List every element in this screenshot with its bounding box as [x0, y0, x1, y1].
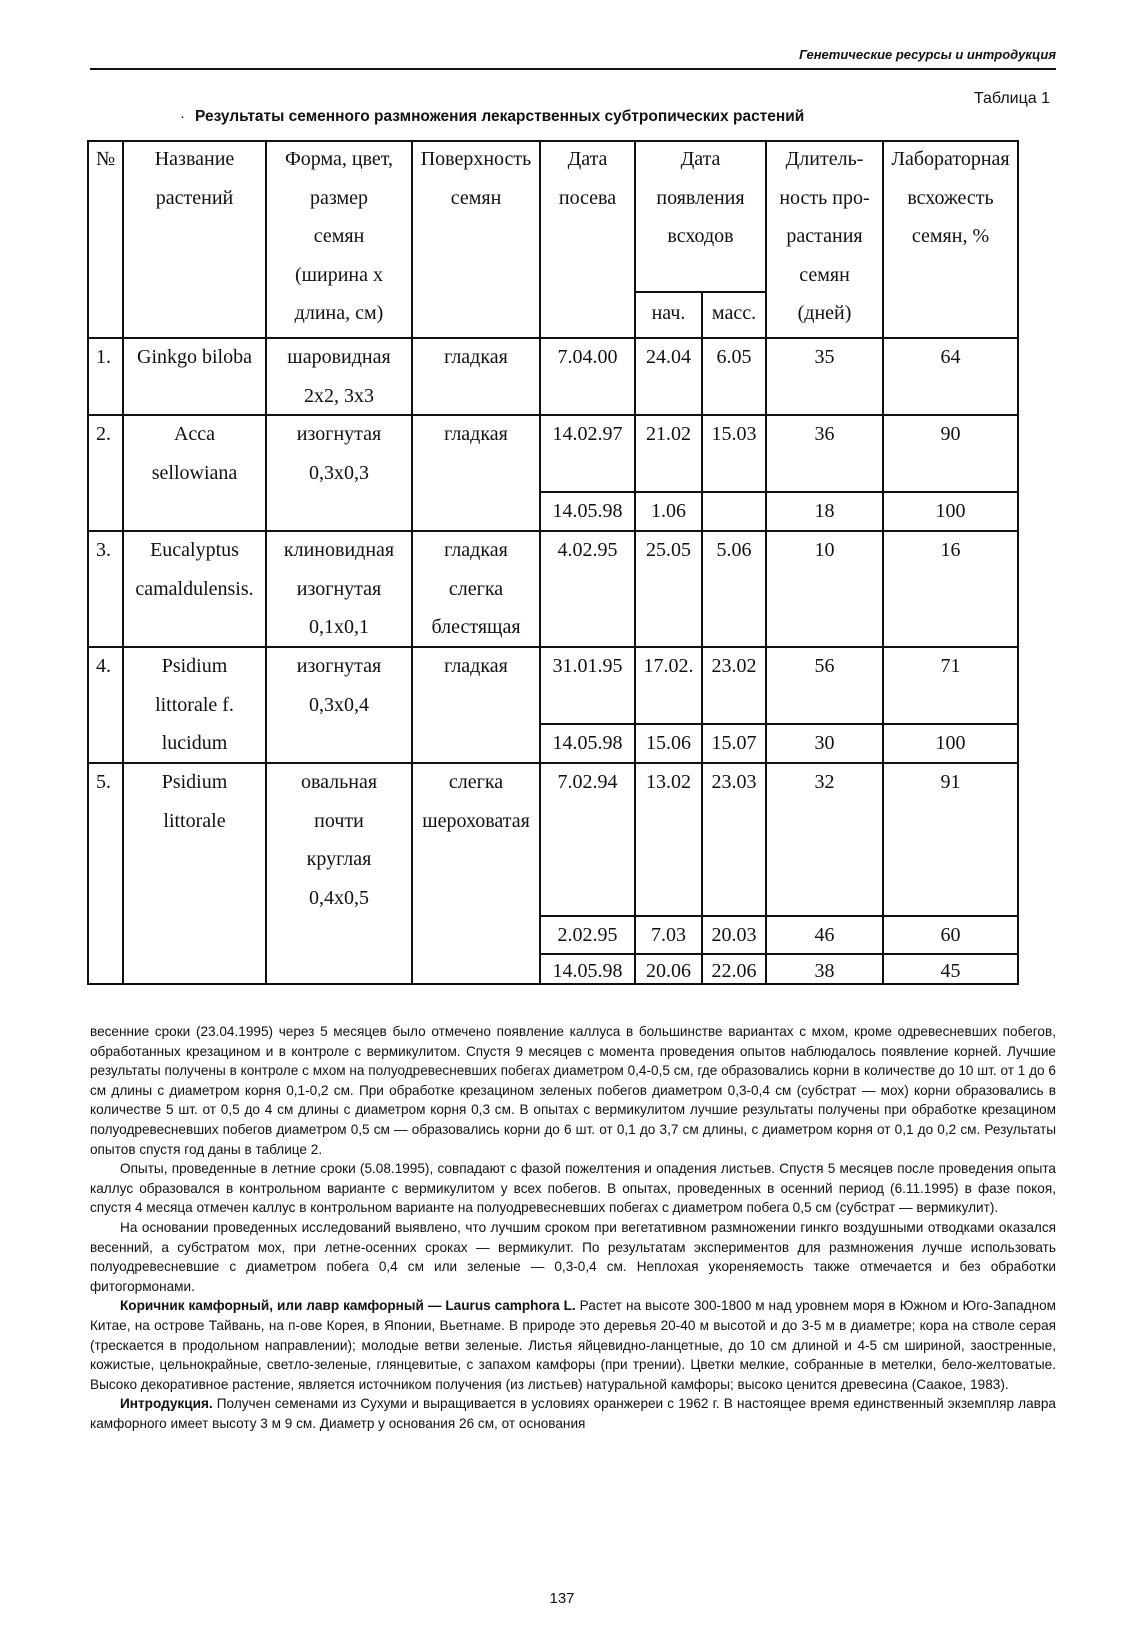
emergence-start: 13.02: [646, 771, 691, 793]
duration-days: 18: [814, 500, 835, 522]
header-text: появления: [656, 186, 745, 209]
emergence-start: 1.06: [651, 500, 686, 522]
header-emergence: [635, 140, 766, 256]
emergence-mass: 22.06: [711, 960, 757, 982]
row-num: 2.: [96, 423, 111, 445]
seed-shape: [266, 531, 412, 647]
paragraph: Опыты, проведенные в летние сроки (5.08.1995), совпадают с фазой пожелтения и опадения листьев. Спустя 5 месяцев после проведения опыта каллус образовался в контрольном варианте с вермикулитом у всех побегов. В опытах, проведенных в осенний период (6.11.1995) в фазе покоя, спустя 4 месяца отмечен каллус в контрольном варианте на полуодревесневших побегах с диаметром побега 0,5 см (субстрат — вермикулит).: [90, 1161, 1056, 1216]
seed-shape-line: 2х2, 3х3: [304, 384, 374, 407]
header-text: семян: [799, 263, 850, 286]
seed-surface: [412, 531, 540, 647]
title-bullet: ·: [180, 108, 185, 125]
emergence-mass: 20.03: [711, 924, 757, 946]
row-num: 5.: [96, 771, 111, 793]
plant-name-line: camaldulensis.: [135, 577, 254, 600]
table-label: Таблица 1: [973, 90, 1050, 107]
paragraph: весенние сроки (23.04.1995) через 5 месяцев было отмечено появление каллуса в большинстве вариантах с мхом, кроме одревесневших побегов, обработанных крезацином и в контроле с вермикулитом. Спустя 9 месяцев с момента проведения опытов наблюдалось появление корней. Лучшие результаты получены в контроле с мхом на полуодревесневших побегах диаметром 0,4-0,5 см, где образовались корни в количестве до 10 шт. от 1 до 6 см длины с диаметром корня 0,1-0,2 см. При обработке крезацином зеленых побегов диаметром 0,3-0,4 см (субстрат — мох) корни образовались в количестве 5 шт. от 0,5 до 4 см длины с диаметром корня 0,3 см. В опытах с вермикулитом лучшие результаты получены при обработке крезацином полуодревесневших побегов диаметром 0,5 см — образовались корни до 6 шт. от 0,1 до 3,7 см длины, с диаметром корня от 0,1 до 0,2 см. Результаты опытов спустя год даны в таблице 2.: [90, 1024, 1056, 1157]
seed-shape: [266, 647, 412, 724]
header-surface: [412, 140, 540, 217]
germination-percent: 64: [940, 346, 961, 368]
germination-percent: 100: [935, 732, 966, 754]
emergence-mass: 5.06: [716, 539, 752, 561]
germination-percent: 71: [940, 655, 961, 677]
seed-shape-line: шаровидная: [287, 346, 391, 368]
seed-shape: [266, 415, 412, 492]
seed-surface-line: слегка: [448, 577, 504, 600]
plant-name-line: Psidium: [161, 771, 228, 793]
paragraph-text: Получен семенами из Сухуми и выращивается в условиях оранжереи с 1962 г. В настоящее время единственный экземпляр лавра камфорного имеет высоту 3 м 9 см. Диаметр у основания 26 см, от основания: [90, 1396, 1056, 1431]
germination-percent: 90: [940, 423, 961, 445]
header-text: всходов: [667, 225, 734, 247]
emergence-mass: 23.02: [711, 655, 757, 677]
sowing-date: 14.02.97: [552, 423, 623, 445]
seed-shape-line: 0,3х0,3: [309, 461, 369, 484]
seed-shape-line: почти: [314, 809, 364, 832]
paragraph: [90, 1394, 1056, 1433]
sowing-date: 7.04.00: [557, 346, 618, 368]
plant-name-line: Ginkgo biloba: [137, 346, 252, 368]
seed-shape-line: овальная: [300, 771, 378, 793]
seed-shape-line: круглая: [306, 848, 372, 870]
header-duration: [766, 140, 883, 333]
header-sowing: [540, 140, 635, 217]
germination-percent: 60: [940, 924, 961, 946]
duration-days: 32: [814, 771, 835, 793]
emergence-start: 20.06: [646, 960, 691, 982]
emergence-start: 17.02.: [643, 655, 694, 677]
plant-name-line: littorale: [163, 809, 226, 832]
seed-surface-line: гладкая: [444, 539, 508, 561]
header-text: семян: [313, 225, 365, 247]
seed-shape-line: 0,3х0,4: [309, 693, 369, 716]
plant-name: [123, 415, 266, 492]
germination-percent: 100: [935, 500, 966, 522]
header-num: №: [95, 148, 116, 170]
running-header: Генетические ресурсы и интродукция: [90, 48, 1056, 70]
species-heading: Коричник камфорный, или лавр камфорный — Laurus camphora L.: [120, 1298, 576, 1314]
sowing-date: 14.05.98: [552, 732, 623, 754]
duration-days: 10: [814, 539, 835, 561]
header-text: (ширина х: [294, 263, 384, 286]
header-shape: [266, 140, 412, 333]
plant-name-line: Eucalyptus: [150, 539, 239, 561]
sowing-date: 31.01.95: [552, 655, 623, 677]
plant-name: [123, 647, 266, 763]
emergence-start: 24.04: [646, 346, 691, 368]
sowing-date: 14.05.98: [552, 960, 623, 982]
seed-surface: [412, 338, 540, 377]
seed-surface-line: гладкая: [444, 655, 508, 677]
duration-days: 46: [814, 924, 835, 946]
plant-name-line: sellowiana: [151, 461, 238, 484]
plant-name-line: Psidium: [161, 655, 228, 677]
header-text: Поверхность: [420, 148, 532, 170]
header-text: посева: [558, 186, 617, 209]
row-num: 4.: [96, 655, 111, 677]
seed-surface-line: шероховатая: [422, 809, 530, 832]
header-germination: [883, 140, 1018, 256]
emergence-mass: 23.03: [711, 771, 757, 793]
duration-days: 56: [814, 655, 835, 677]
germination-percent: 45: [940, 960, 961, 982]
plant-name-line: lucidum: [161, 732, 228, 754]
emergence-start: 15.06: [646, 732, 691, 754]
header-text: Длитель-: [785, 148, 864, 170]
header-text: Дата: [680, 148, 721, 170]
seed-surface-line: слегка: [448, 771, 504, 793]
duration-days: 30: [814, 732, 835, 754]
duration-days: 36: [814, 423, 835, 445]
plant-name: [123, 763, 266, 840]
header-text: растений: [155, 186, 234, 209]
emergence-mass: 6.05: [716, 346, 752, 368]
sowing-date: 7.02.94: [557, 771, 618, 793]
paragraph: На основании проведенных исследований выявлено, что лучшим сроком при вегетативном размножении гинкго воздушными отводками оказался весенний, а субстратом мох, при летне-осенних сроках — вермикулит. По результатам экспериментов для размножения лучше использовать полуодревесневшие с диаметром побега 0,4 см или зеленые — 0,3-0,4 см. Неплохая укореняемость также отмечается и без обработки фитогормонами.: [90, 1219, 1056, 1294]
emergence-mass: 15.03: [711, 423, 757, 445]
header-text: Форма, цвет,: [284, 148, 394, 170]
header-text: Название: [154, 148, 235, 170]
header-text: Лабораторная: [891, 148, 1010, 170]
header-emergence-mass: масс.: [711, 302, 757, 324]
plant-name-line: Acca: [173, 423, 216, 445]
germination-percent: 16: [940, 539, 961, 561]
row-num: 1.: [96, 346, 111, 368]
emergence-mass: 15.07: [711, 732, 757, 754]
sowing-date: 14.05.98: [552, 500, 623, 522]
table-title: Результаты семенного размножения лекарственных субтропических растений: [195, 108, 805, 125]
row-num: 3.: [96, 539, 111, 561]
plant-name-line: littorale f.: [155, 693, 234, 716]
seed-shape: [266, 338, 412, 415]
section-heading: Интродукция.: [120, 1396, 213, 1412]
seed-surface-line: гладкая: [444, 346, 508, 368]
paragraph-text: Растет на высоте 300-1800 м над уровнем моря в Южном и Юго-Западном Китае, на острове Тайвань, на п-ове Корея, в Японии, Вьетнаме. В природе это деревья 20-40 м высотой и до 3-5 м в диаметре; кора на стволе серая (трескается в продольном направлении); молодые ветви зеленые. Листья яйцевидно-ланцетные, до 10 см длиной и 4-5 см шириной, заостренные, кожистые, цельнокрайные, светло-зеленые, глянцевитые, с запахом камфоры (при трении). Цветки мелкие, собранные в метелки, бело-желтоватые. Высоко декоративное растение, является источником получения (из листьев) натуральной камфоры; высоко ценится древесина (Саакое, 1983).: [90, 1298, 1056, 1392]
seed-shape-line: 0,1х0,1: [309, 616, 369, 638]
seed-shape-line: изогнутая: [296, 655, 382, 677]
header-name: [123, 140, 266, 217]
duration-days: 35: [814, 346, 835, 368]
seed-shape-line: клиновидная: [283, 539, 395, 561]
duration-days: 38: [814, 960, 835, 982]
seed-surface: [412, 763, 540, 840]
header-text: (дней): [797, 302, 852, 324]
header-text: длина, см): [294, 302, 384, 324]
plant-name: [123, 531, 266, 608]
sowing-date: 4.02.95: [557, 539, 618, 561]
seed-surface: [412, 415, 540, 454]
sowing-date: 2.02.95: [557, 924, 618, 946]
header-text: растания: [786, 225, 863, 247]
header-text: размер: [309, 186, 369, 209]
header-text: Дата: [567, 148, 608, 170]
seed-shape-line: изогнутая: [296, 423, 382, 445]
header-text: семян: [450, 186, 502, 209]
seed-surface-line: блестящая: [431, 616, 521, 638]
germination-percent: 91: [940, 771, 961, 793]
header-text: всхожесть: [907, 186, 994, 209]
seed-shape-line: изогнутая: [296, 577, 382, 600]
body-text: [90, 1022, 1056, 1433]
plant-name: [123, 338, 266, 377]
emergence-start: 21.02: [646, 423, 691, 445]
seed-surface: [412, 647, 540, 686]
header-emergence-start: нач.: [651, 302, 686, 324]
header-text: ность про-: [779, 186, 870, 209]
emergence-start: 25.05: [646, 539, 691, 561]
seed-shape-line: 0,4х0,5: [309, 886, 369, 909]
seed-surface-line: гладкая: [444, 423, 508, 445]
seed-shape: [266, 763, 412, 917]
header-text: семян, %: [911, 225, 990, 247]
paragraph: [90, 1296, 1056, 1394]
emergence-start: 7.03: [651, 924, 686, 946]
page-number: 137: [549, 1590, 575, 1607]
